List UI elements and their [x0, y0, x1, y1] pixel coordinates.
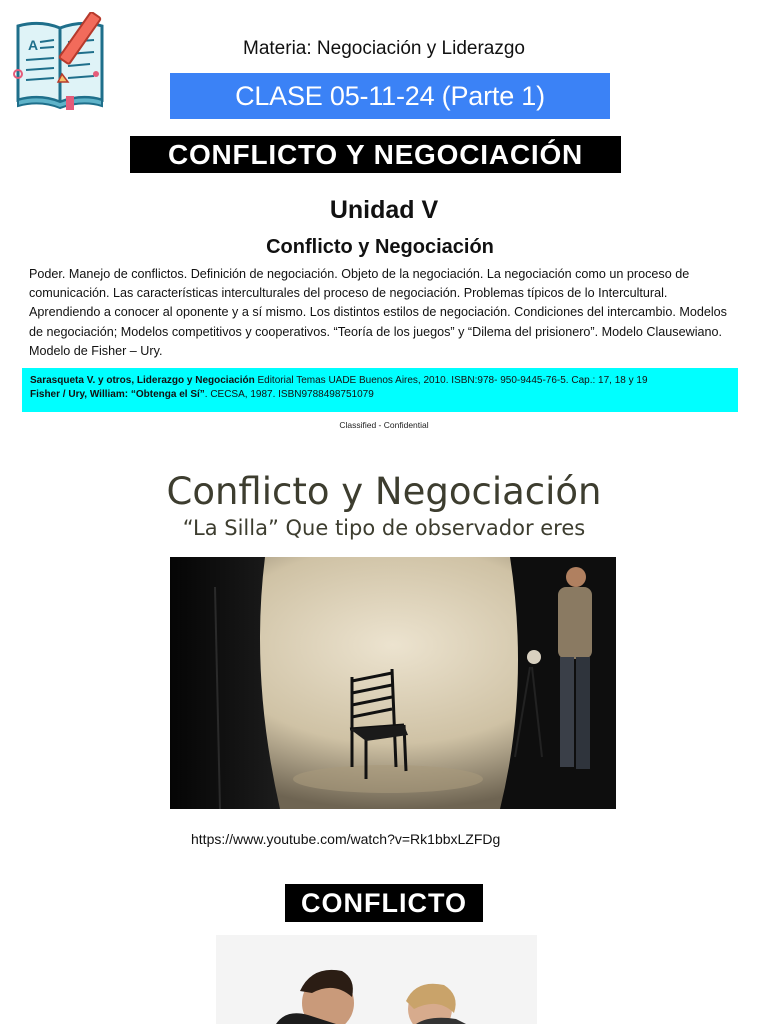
bibliography-entry	[30, 388, 730, 402]
subject-label: Materia: Negociación y Liderazgo	[243, 38, 525, 59]
unit-title: Unidad V	[329, 196, 439, 224]
slide-subtitle: “La Silla” Que tipo de observador eres	[182, 516, 586, 540]
video-link[interactable]: https://www.youtube.com/watch?v=Rk1bbxLZFDg	[191, 831, 501, 847]
bibliography-details: Editorial Temas UADE Buenos Aires, 2010. ISBN:978- 950-9445-76-5. Cap.: 17, 18 y 19	[254, 375, 648, 386]
bibliography-entry	[30, 374, 730, 388]
bibliography-box	[22, 368, 738, 412]
unit-description: Poder. Manejo de conflictos. Definición de negociación. Objeto de la negociación. La negociación como un proceso de comunicación. Las características interculturales del proceso de negociación. Problemas típicos de lo Intercultural. Aprendiendo a conocer al oponente y a sí mismo. Los distintos estilos de negociación. Condiciones del intercambio. Modelos de negociación; Modelos competitivos y cooperativos. “Teoría de los juegos” y “Dilema del prisionero”. Modelo Clausewiano. Modelo de Fisher – Ury.	[29, 267, 727, 358]
section-banner: CONFLICTO Y NEGOCIACIÓN	[130, 136, 621, 173]
svg-text:A: A	[28, 37, 39, 53]
classification-label: Classified - Confidential	[339, 420, 429, 430]
bibliography-author-title: Fisher / Ury, William: “Obtenga el Sí”	[30, 388, 205, 400]
unit-subtitle: Conflicto y Negociación	[266, 236, 494, 258]
class-date-banner: CLASE 05-11-24 (Parte 1)	[170, 73, 610, 119]
notebook-pencil-logo	[10, 12, 112, 110]
conflict-people-photo	[216, 935, 537, 1024]
chair-studio-photo	[170, 557, 616, 809]
bibliography-details: . CECSA, 1987. ISBN9788498751079	[204, 388, 374, 400]
bibliography-author-title: Sarasqueta V. y otros, Liderazgo y Negociación	[30, 375, 255, 386]
slide-title: Conflicto y Negociación	[166, 470, 602, 513]
conflicto-banner: CONFLICTO	[285, 884, 483, 922]
